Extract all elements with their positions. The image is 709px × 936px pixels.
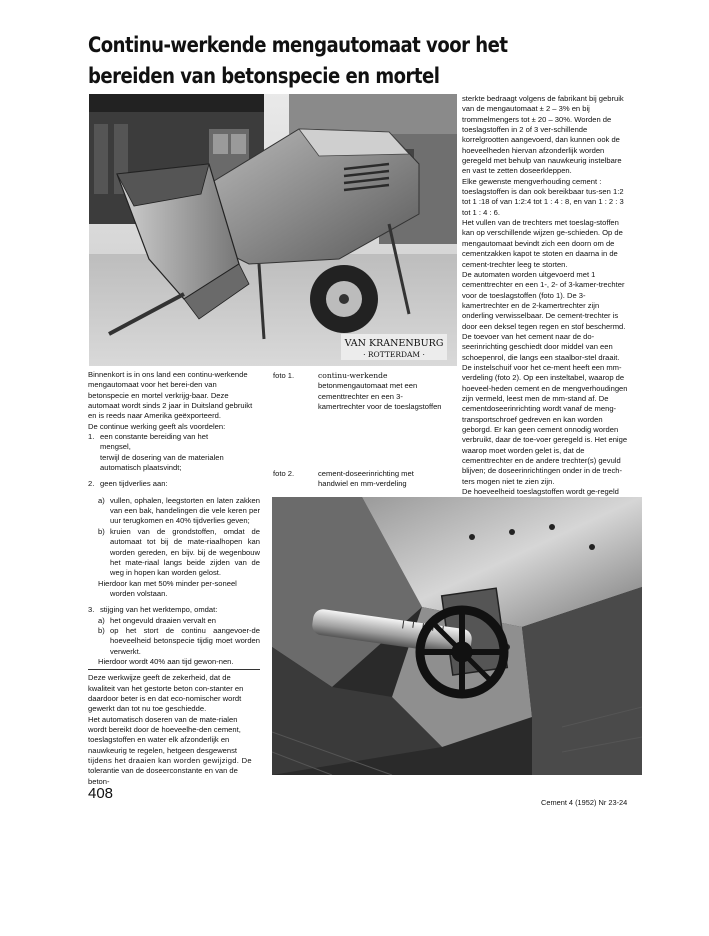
caption-line: cement-doseerinrichting met xyxy=(318,469,414,478)
text-line: transportschroef gedreven en kan worden xyxy=(462,414,603,424)
text-line: Het automatisch doseren van de mate-rialen xyxy=(88,714,238,724)
text-line: Hierdoor kan met 50% minder per-soneel worden volstaan. xyxy=(98,578,237,598)
text-line: Binnenkort is in ons land een continu-werkende xyxy=(88,370,248,379)
text-line: De automaten worden uitgevoerd met 1 xyxy=(462,269,596,279)
text-line: en vast te zetten doseerkleppen. xyxy=(462,166,572,176)
text-line: korrelgrootten aangevoerd, dan kunnen ook de xyxy=(462,135,620,145)
text-line: geborgd. Er kan geen cement onnodig worden xyxy=(462,425,619,434)
subitem-text: vullen, ophalen, leegstorten en laten zakken van een bak, handelingen die vele keren per uur terugkomen en 40% tijdverlies geven; xyxy=(110,495,260,526)
text-line: trommelmengers tot ± 20 – 30%. Worden de xyxy=(462,114,612,124)
text-line: voor de toeslagstoffen (foto 1). De 3- xyxy=(462,290,586,300)
text-line: toeslagstoffen en water elk afzonderlijk en xyxy=(88,735,230,745)
text-line: wordt bereikt door de hoeveelhe-den cement, xyxy=(88,725,241,734)
page-number: 408 xyxy=(88,785,114,802)
text-line: van de mengautomaat ± 2 – 3% en bij xyxy=(462,104,590,114)
text-line: kwaliteit van het gestorte beton con-stanter en xyxy=(88,683,244,693)
dosing-photo-graphic xyxy=(272,497,642,775)
list-number: 2. xyxy=(88,479,95,489)
photo-1-mixer xyxy=(89,94,457,366)
text-line: zijn vermeld, leest men de mm-stand af. De xyxy=(462,393,609,403)
text-line: mengautomaat bevindt zich een doorn om de xyxy=(462,238,615,248)
text-line: Het vullen van de trechters met toeslag-stoffen xyxy=(462,218,619,228)
list-subitem-3a xyxy=(88,616,260,626)
left-column-text xyxy=(88,370,260,787)
right-column-text xyxy=(462,94,634,528)
text-line: cementdoseerinrichting wordt vanaf de meng- xyxy=(462,404,617,414)
text-line: mengsel, xyxy=(100,442,131,452)
caption-line: continu-werkende xyxy=(318,371,388,380)
caption-foto-1 xyxy=(273,371,458,421)
divider xyxy=(88,669,260,670)
text-line: automatisch plaatsvindt; xyxy=(100,463,182,473)
text-line: een constante bereiding van het xyxy=(100,432,209,442)
text-line: Deze werkwijze geeft de zekerheid, dat de xyxy=(88,673,231,683)
text-line: tot 1 :18 of van 1:2:4 tot 1 : 4 : 8, en van 1 : 2 : 3 xyxy=(462,197,624,207)
text-line: stijging van het werktempo, omdat: xyxy=(100,605,218,615)
caption-foto-2 xyxy=(273,469,458,493)
article-title-line1: Continu-werkende mengautomaat voor het xyxy=(88,33,508,57)
text-line: De instelschuif voor het ce-ment heeft een mm- xyxy=(462,362,622,372)
caption-line: handwiel en mm-verdeling xyxy=(318,479,407,489)
list-subitem-2b xyxy=(88,527,260,579)
journal-footer: Cement 4 (1952) Nr 23-24 xyxy=(541,798,628,807)
list-letter: a) xyxy=(98,615,105,625)
text-line: kan op verschillende wijzen ge-schieden. Op de xyxy=(462,228,623,238)
text-line: automaat wordt sinds 2 jaar in Duitsland gebruikt xyxy=(88,401,253,411)
list-letter: a) xyxy=(98,495,105,505)
article-title-line2: bereiden van betonspecie en mortel xyxy=(88,64,440,88)
list-item-2 xyxy=(88,479,260,489)
list-letter: b) xyxy=(98,526,105,536)
list-item-1 xyxy=(88,432,260,473)
text-line: tot 1 : 4 : 6. xyxy=(462,207,500,217)
photo-stamp-line2: · ROTTERDAM · xyxy=(363,350,425,359)
text-line: nauwkeurig te regelen, hetgeen desgewenst xyxy=(88,745,238,755)
subitem-text: het ongevuld draaien vervalt en xyxy=(110,615,216,625)
list-letter: b) xyxy=(98,625,105,635)
text-line: en is reeds naar Amerika geëxporteerd. xyxy=(88,411,221,421)
list-subitem-2a xyxy=(88,496,260,527)
text-line: cementzakken kapot te stoten en daarna in de xyxy=(462,249,618,259)
text-line: door een deksel tegen regen en stof beschermd. xyxy=(462,321,626,331)
list-item-3 xyxy=(88,605,260,615)
text-line: De continue werking geeft als voordelen: xyxy=(88,421,226,431)
list-number: 3. xyxy=(88,605,95,615)
caption-line: kamertrechter voor de toeslagstoffen xyxy=(318,401,442,411)
handwheel-icon xyxy=(420,610,504,694)
text-line: Elke gewenste mengverhouding cement : xyxy=(462,176,602,186)
text-line: cement-trechter leeg te storten. xyxy=(462,259,568,269)
text-line: blijven; de doseerinrichtingen onder in de trech- xyxy=(462,466,622,476)
text-line: Hierdoor wordt 40% aan tijd gewon-nen. xyxy=(98,656,234,666)
caption-label: foto 2. xyxy=(273,469,295,478)
text-line: hoeveel-heden cement en de mengverhoudingen xyxy=(462,383,628,393)
text-line: seerinrichting geschiedt door middel van een xyxy=(462,342,613,352)
text-line: De toevoer van het cement naar de do- xyxy=(462,331,595,341)
list-number: 1. xyxy=(88,432,95,442)
text-line: gewerkt dan tot nu toe geschiedde. xyxy=(88,704,207,714)
text-line: tijdens het draaien kan worden gewijzigd. De xyxy=(88,756,252,766)
text-line: De hoeveelheid toeslagstoffen wordt ge-regeld xyxy=(462,487,619,497)
text-line: kamertrechter en de 2-kamertrechter zijn xyxy=(462,300,600,310)
text-line: ters mogen niet te zien zijn. xyxy=(462,476,555,486)
text-line: toeslagstoffen in 2 of 3 ver-schillende xyxy=(462,125,588,135)
photo-2-dosing-mechanism xyxy=(272,497,642,775)
text-line: geen tijdverlies aan: xyxy=(100,479,168,489)
article-title xyxy=(88,30,508,92)
text-line: sterkte bedraagt volgens de fabrikant bij gebruik xyxy=(462,94,624,103)
subitem-text: kruien van de grondstoffen, omdat de automaat tot bij de mate-riaalhopen kan worden gereden, en bijv. bij de wegenbouw het mate-riaal langs beide zijden van de weg in hopen kan worden gelost. xyxy=(110,526,260,578)
caption-label: foto 1. xyxy=(273,371,295,380)
text-line: onderling verwisselbaar. De cement-trechter is xyxy=(462,311,619,321)
text-line: cementtrechter en de andere trechter(s) gevuld xyxy=(462,456,621,466)
text-line: toeslagstoffen is dan ook bereikbaar tus-sen 1:2 xyxy=(462,187,624,197)
subitem-text: op het stort de continu aangevoer-de hoeveelheid betonspecie tijdig moet worden verwerkt. xyxy=(110,625,260,656)
text-line: waarop moet worden gelet is, dat de xyxy=(462,445,585,455)
caption-line: betonmengautomaat met een xyxy=(318,381,418,391)
list-subitem-3b xyxy=(88,626,260,657)
text-line: schoepenrol, die langs een staalbor-stel draait. xyxy=(462,352,620,362)
text-line: verdeling (foto 2). Op een insteltabel, waarop de xyxy=(462,373,625,383)
text-line: tolerantie van de doseerconstante en van de xyxy=(88,766,238,776)
text-line: verbruikt, daar de toe-voer geregeld is. Het enige xyxy=(462,435,628,445)
text-line: hoeveelheden hiervan afzonderlijk worden xyxy=(462,145,605,155)
text-line: cementtrechter en een 1-, 2- of 3-kamer-trechter xyxy=(462,280,625,290)
text-line: mengautomaat voor het berei-den van xyxy=(88,380,217,390)
caption-line: cementtrechter en een 3- xyxy=(318,391,403,401)
text-line: beton- xyxy=(88,776,110,786)
photo-stamp-line1: VAN KRANENBURG xyxy=(344,338,444,349)
text-line: daardoor beter is en dat eco-nomischer wordt xyxy=(88,693,242,703)
text-line: terwijl de dosering van de materialen xyxy=(100,452,224,462)
text-line: betonspecie en mortel verkrijg-baar. Deze xyxy=(88,390,229,400)
mixer-photo-graphic xyxy=(89,94,457,366)
text-line: geregeld met behulp van nauwkeurig instelbare xyxy=(462,156,622,166)
